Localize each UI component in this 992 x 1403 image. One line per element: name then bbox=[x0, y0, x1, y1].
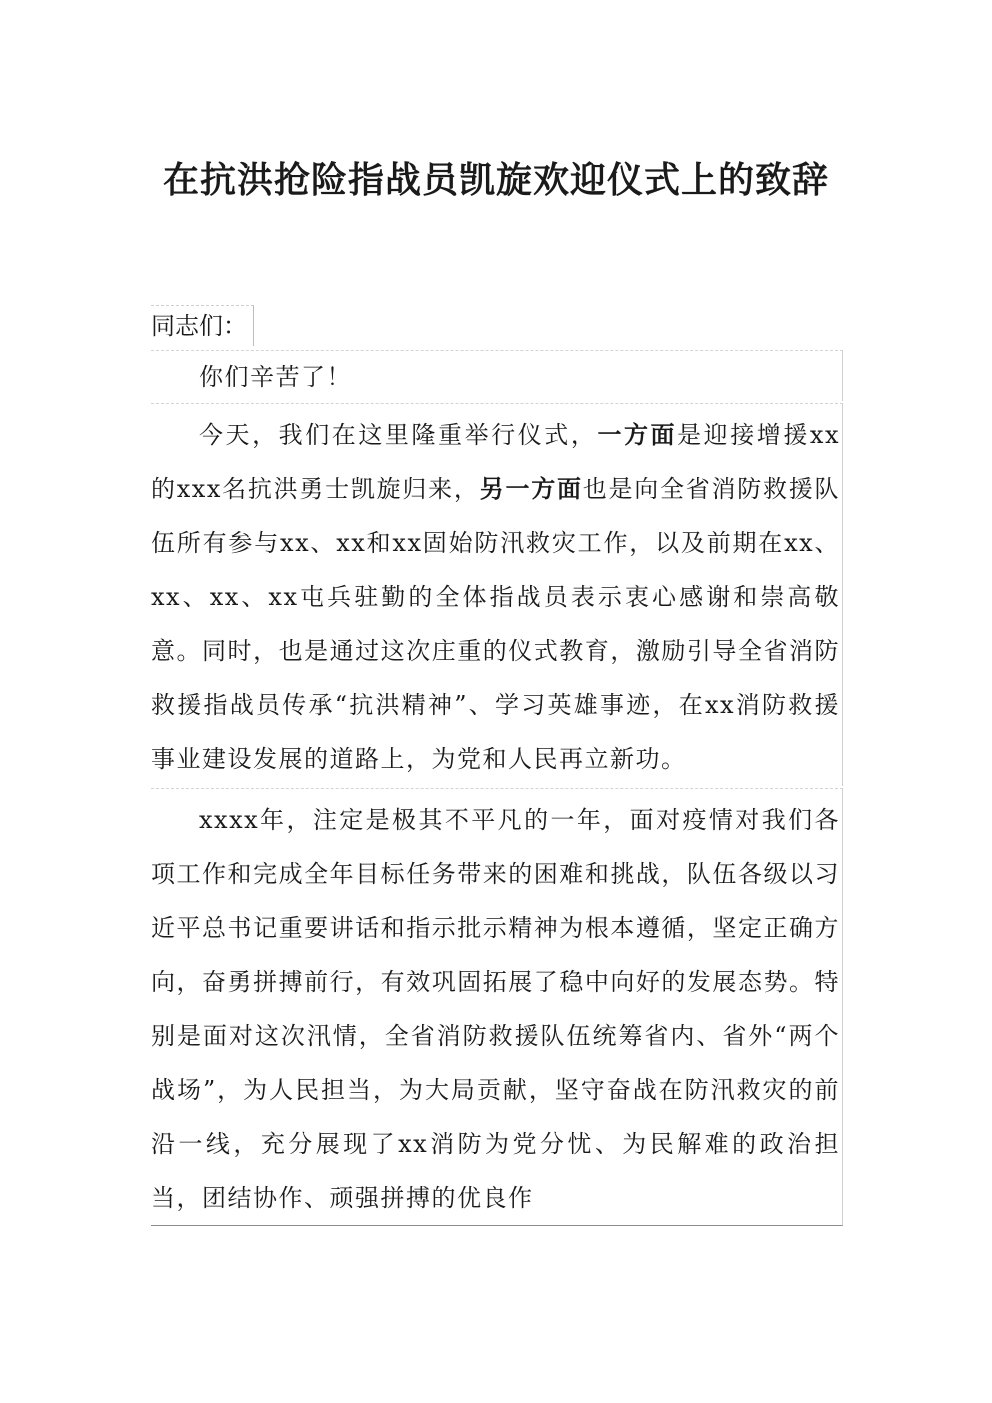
document-body bbox=[151, 305, 843, 1226]
paragraph-2-text-a: 今天，我们在这里隆重举行仪式， bbox=[199, 421, 598, 449]
paragraph-1: 你们辛苦了！ bbox=[151, 350, 843, 401]
paragraph-3: xxxx年，注定是极其不平凡的一年，面对疫情对我们各项工作和完成全年目标任务带来的困难和挑战，队伍各级以习近平总书记重要讲话和指示批示精神为根本遵循，坚定正确方向，奋勇拼搏前行，有效巩固拓展了稳中向好的发展态势。特别是面对这次汛情，全省消防救援队伍统筹省内、省外“两个战场”，为人民担当，为大局贡献，坚守奋战在防汛救灾的前沿一线，充分展现了xx消防为党分忧、为民解难的政治担当，团结协作、顽强拼搏的优良作 bbox=[151, 788, 843, 1226]
paragraph-2 bbox=[151, 403, 843, 786]
paragraph-2-text-e: 也是向全省消防救援队伍所有参与xx、xx和xx固始防汛救灾工作，以及前期在xx、xx、xx、xx屯兵驻勤的全体指战员表示衷心感谢和崇高敬意。同时，也是通过这次庄重的仪式教育，激励引导全省消防救援指战员传承“抗洪精神”、学习英雄事迹，在xx消防救援事业建设发展的道路上，为党和人民再立新功。 bbox=[151, 475, 841, 773]
paragraph-2-bold-a: 一方面 bbox=[597, 420, 678, 449]
document-title: 在抗洪抢险指战员凯旋欢迎仪式上的致辞 bbox=[162, 159, 829, 201]
paragraph-2-text-c: 是迎接增援xx的xxx名抗洪勇士凯旋归来， bbox=[151, 421, 841, 503]
salutation: 同志们： bbox=[151, 305, 254, 346]
paragraph-2-bold-b: 另一方面 bbox=[479, 474, 583, 503]
